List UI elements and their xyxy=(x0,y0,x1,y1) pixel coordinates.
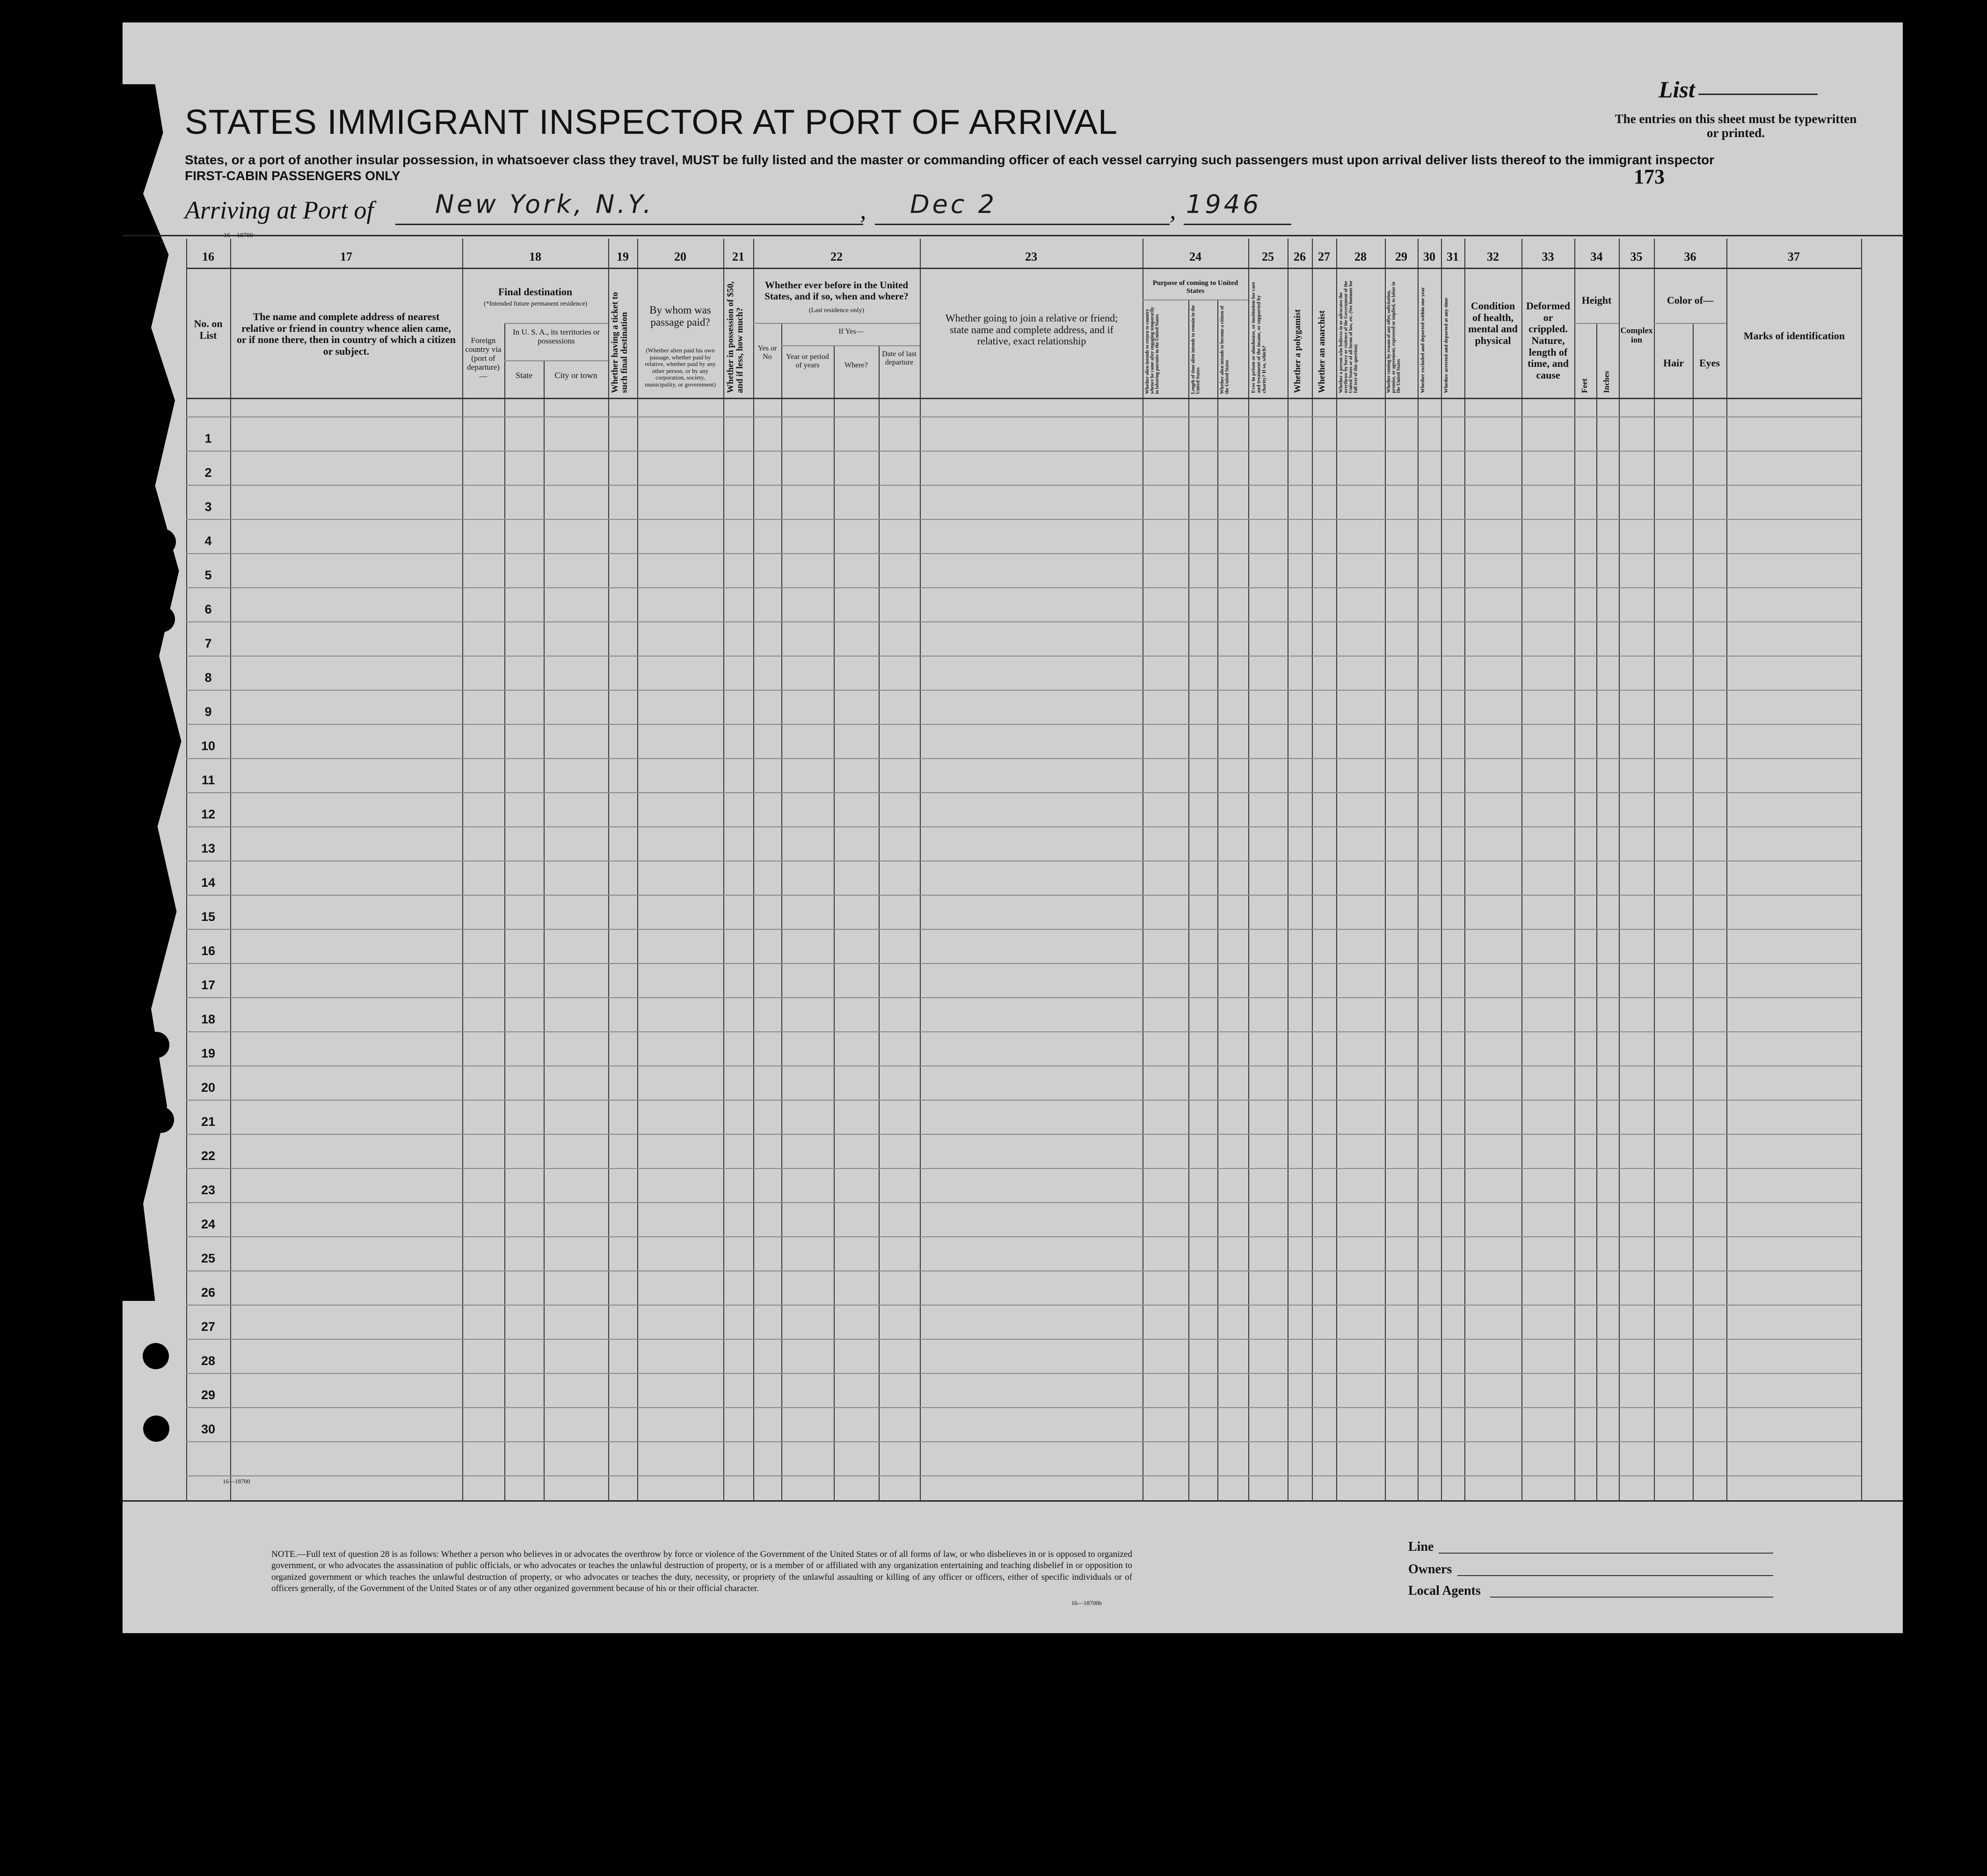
arriving-label: Arriving at Port of xyxy=(185,196,374,224)
hdr-marks: Marks of identification xyxy=(1743,330,1845,342)
col-num-21: 21 xyxy=(732,250,744,263)
col-num-24: 24 xyxy=(1189,250,1201,263)
hdr-ticket: Whether having a ticket to such final destination xyxy=(610,292,629,393)
row-number: 27 xyxy=(201,1320,216,1334)
punch-hole xyxy=(143,1032,169,1058)
row-rule xyxy=(186,1202,1861,1203)
row-rule xyxy=(186,416,1861,417)
hdr-prison: Ever in prison or almshouse, or institution for care and treatment of the insane, or supported by charity? If so, which? xyxy=(1251,282,1267,393)
col-rule xyxy=(504,323,505,1501)
col-rule xyxy=(781,323,782,1501)
row-number: 4 xyxy=(204,534,212,548)
hdr-condition-health: Condition of health, mental and physical xyxy=(1468,300,1518,346)
hdr-fifty-dollars: Whether in possession of $50, and if less, how much? xyxy=(726,281,745,393)
col-num-23: 23 xyxy=(1025,250,1037,263)
col-num-32: 32 xyxy=(1487,250,1499,263)
col-rule xyxy=(230,239,231,1501)
row-rule xyxy=(186,792,1861,793)
col-num-33: 33 xyxy=(1542,250,1554,263)
entries-note: The entries on this sheet must be typewritten or printed. xyxy=(1615,112,1857,140)
row-number: 7 xyxy=(204,636,212,650)
row-rule xyxy=(186,1168,1861,1169)
header-rule xyxy=(186,398,1861,399)
col-num-27: 27 xyxy=(1318,250,1330,263)
row-number: 8 xyxy=(204,671,212,685)
row-number: 6 xyxy=(204,602,212,616)
list-line xyxy=(1698,94,1818,95)
form-code: 16—18700b xyxy=(1071,1599,1102,1606)
hdr-purpose-c: Whether alien intends to become a citizen of the United States xyxy=(1220,306,1230,394)
col-rule xyxy=(1217,299,1218,1501)
row-rule xyxy=(186,451,1861,452)
row-number: 11 xyxy=(201,773,215,787)
row-number: 29 xyxy=(201,1388,216,1402)
row-rule xyxy=(186,826,1861,827)
row-number: 2 xyxy=(204,466,212,480)
row-number: 20 xyxy=(201,1080,216,1095)
col-num-20: 20 xyxy=(674,250,686,263)
hdr-no-on-list: No. on List xyxy=(194,318,223,341)
row-rule xyxy=(186,553,1861,554)
row-number: 13 xyxy=(201,841,216,855)
comma: , xyxy=(1170,196,1176,224)
row-number: 24 xyxy=(201,1217,216,1231)
comma: , xyxy=(860,196,866,224)
row-rule xyxy=(186,895,1861,896)
hdr-polygamist: Whether a polygamist xyxy=(1293,309,1303,393)
punch-hole xyxy=(143,1343,169,1369)
hdr-date-last-departure: Date of last departure xyxy=(882,350,917,366)
col-num-18: 18 xyxy=(529,250,541,263)
sub-rule xyxy=(504,323,608,324)
row-number: 14 xyxy=(201,876,216,890)
local-agents-line xyxy=(1490,1597,1773,1598)
punch-hole xyxy=(149,606,175,632)
row-number: 18 xyxy=(201,1012,216,1026)
col-rule xyxy=(1861,239,1862,1501)
sub-rule xyxy=(1143,299,1248,300)
table-top-rule xyxy=(123,235,1903,236)
col-rule xyxy=(186,239,187,1501)
col-num-34: 34 xyxy=(1590,250,1603,263)
hdr-arrested: Whether arrested and deported at any time xyxy=(1443,298,1449,393)
port-line xyxy=(395,224,863,225)
row-rule xyxy=(186,656,1861,657)
col-num-25: 25 xyxy=(1262,250,1274,263)
col-rule xyxy=(1654,239,1655,1501)
row-rule xyxy=(186,929,1861,930)
row-rule xyxy=(186,1100,1861,1101)
class-line: FIRST-CABIN PASSENGERS ONLY xyxy=(185,168,400,183)
col-rule xyxy=(1188,299,1189,1501)
row-rule xyxy=(186,758,1861,759)
instruction-line: States, or a port of another insular possession, in whatsoever class they travel, MUST be fully listed and the master or commanding officer of each vessel carrying such passengers must upon arrival deliver lists thereof to the immigrant inspector xyxy=(185,153,1715,167)
row-rule xyxy=(186,997,1861,998)
col-num-35: 35 xyxy=(1630,250,1643,263)
hdr-question-28: Whether a person who believes in or advocates the overthrow by force or violence of the Government of the United States or of all forms of law, etc. (See footnote for full text of this question) xyxy=(1339,280,1359,393)
row-rule xyxy=(186,1236,1861,1237)
punch-hole xyxy=(148,1107,174,1133)
hdr-city: City or town xyxy=(554,371,597,380)
col-rule xyxy=(1418,239,1419,1501)
row-number: 17 xyxy=(201,978,216,992)
port-value: New York, N.Y. xyxy=(435,190,654,219)
col-rule xyxy=(637,239,638,1501)
row-number: 26 xyxy=(201,1285,216,1299)
row-rule xyxy=(186,621,1861,622)
hdr-ever-before: Whether ever before in the United States, and if so, when and where? xyxy=(764,279,909,302)
hdr-purpose-a: Whether alien intends to return to country whence he came after engaging temporarily in laboring pursuits in the United States xyxy=(1145,307,1160,394)
row-number: 9 xyxy=(204,705,212,719)
col-rule xyxy=(1312,239,1313,1501)
date-line xyxy=(875,224,1170,225)
row-number: 5 xyxy=(204,568,212,582)
punch-hole xyxy=(150,529,176,555)
col-num-29: 29 xyxy=(1395,250,1407,263)
date-value: Dec 2 xyxy=(910,190,997,219)
row-number: 30 xyxy=(201,1422,216,1436)
table-bottom-rule xyxy=(123,1500,1903,1502)
hdr-nearest-relative: The name and complete address of nearest relative or friend in country whence alien came, or if none there, then in country of which a citizen or subject. xyxy=(237,311,456,357)
hdr-final-destination-sub: (*Intended future permanent residence) xyxy=(483,300,588,307)
row-rule xyxy=(186,1270,1861,1271)
row-number: 21 xyxy=(201,1115,216,1129)
form-code: 16—18700 xyxy=(223,1478,250,1485)
col-rule xyxy=(1336,239,1337,1501)
hdr-passage-paid: By whom was passage paid? xyxy=(649,304,711,328)
form-code: 16—18700 xyxy=(224,232,253,239)
col-rule xyxy=(1619,239,1620,1501)
row-number: 22 xyxy=(201,1149,216,1163)
hdr-complexion: Complexion xyxy=(1620,326,1653,345)
row-number: 28 xyxy=(201,1354,216,1368)
row-number: 12 xyxy=(201,807,216,821)
col-rule xyxy=(1693,323,1694,1501)
col-rule xyxy=(544,360,545,1501)
hdr-eyes: Eyes xyxy=(1699,357,1720,369)
col-num-28: 28 xyxy=(1354,250,1367,263)
col-num-17: 17 xyxy=(340,250,352,263)
col-rule xyxy=(1464,239,1465,1501)
hdr-deformed: Deformed or crippled. Nature, length of time, and cause xyxy=(1526,300,1571,381)
hdr-last-residence: (Last residence only) xyxy=(808,307,865,314)
row-rule xyxy=(186,1031,1861,1032)
hdr-foreign-country: Foreign country via (port of departure)— xyxy=(465,336,502,381)
col-rule xyxy=(723,239,724,1501)
sub-rule xyxy=(781,345,920,346)
hdr-in-usa: In U. S. A., its territories or possessions xyxy=(512,328,600,346)
list-label: List xyxy=(1659,76,1695,102)
col-rule xyxy=(1248,239,1249,1501)
row-number: 15 xyxy=(201,910,216,924)
hdr-state: State xyxy=(516,371,532,380)
col-num-36: 36 xyxy=(1684,250,1696,263)
row-number: 25 xyxy=(201,1251,216,1265)
hdr-passage-paid-sub: (Whether alien paid his own passage, whether paid by relative, whether paid by any other person, or by any corporation, society, municipality, or government) xyxy=(645,347,716,388)
col-rule xyxy=(462,239,463,1501)
col-num-37: 37 xyxy=(1788,250,1800,263)
hdr-where: Where? xyxy=(844,361,868,369)
col-num-26: 26 xyxy=(1294,250,1306,263)
col-num-22: 22 xyxy=(830,250,843,263)
hdr-final-destination: Final destination xyxy=(498,286,573,298)
footnote: NOTE.—Full text of question 28 is as follows: Whether a person who believes in or advocates the overthrow by force or violence of the Government of the United States or of all forms of law, or who disbelieves in or is opposed to organized government, or who advocates the assassination of public officials, or who advocates or teaches the unlawful destruction of property, or is a member of or affiliated with any organization entertaining and teaching disbelief in or opposition to organized government or which teaches the unlawful destruction of property, or who advocates or teaches the duty, necessity, or propriety of the unlawful assaulting or killing of any officer or officers, either of specific individuals or of officers generally, of the Government of the United States or of any other organized government because of his or their official character. xyxy=(271,1549,1132,1593)
sub-rule xyxy=(504,360,608,361)
col-rule xyxy=(1574,239,1575,1501)
col-num-19: 19 xyxy=(617,250,629,263)
header-rule xyxy=(186,268,1861,269)
hdr-inches: Inches xyxy=(1602,371,1611,393)
form-sheet xyxy=(123,22,1903,1633)
row-rule xyxy=(186,485,1861,486)
year-value: 1946 xyxy=(1186,190,1262,219)
row-rule xyxy=(186,1407,1861,1408)
row-rule xyxy=(186,1373,1861,1374)
line-label: Line xyxy=(1408,1540,1434,1554)
row-number: 3 xyxy=(204,500,212,514)
year-line xyxy=(1184,224,1291,225)
hdr-height: Height xyxy=(1581,294,1612,306)
row-rule xyxy=(186,963,1861,964)
hdr-yes-no: Yes or No xyxy=(757,344,777,361)
owners-label: Owners xyxy=(1408,1562,1452,1577)
col-num-31: 31 xyxy=(1447,250,1459,263)
punch-hole xyxy=(143,1416,169,1442)
row-rule xyxy=(186,1305,1861,1306)
col-rule xyxy=(1385,239,1386,1501)
col-rule xyxy=(920,239,921,1501)
hdr-year-period: Year or period of years xyxy=(786,353,829,369)
hdr-labor-offer: Whether coming by reason of any offer, solicitation, promise, or agreement, expressed or implied, to labor in the United States xyxy=(1386,281,1401,393)
col-num-16: 16 xyxy=(202,250,214,263)
row-number: 16 xyxy=(201,944,216,958)
hdr-feet: Feet xyxy=(1580,378,1589,393)
col-rule xyxy=(1596,323,1597,1501)
row-number: 23 xyxy=(201,1183,216,1197)
row-rule xyxy=(186,1339,1861,1340)
hdr-purpose-b: Length of time alien intends to remain in the United States xyxy=(1191,305,1201,394)
local-agents-label: Local Agents xyxy=(1408,1584,1481,1598)
hdr-excluded: Whether excluded and deported within one year xyxy=(1420,287,1426,393)
row-rule xyxy=(186,1475,1861,1476)
sub-rule xyxy=(1574,323,1619,324)
col-rule xyxy=(1441,239,1442,1501)
row-rule xyxy=(186,690,1861,691)
line-line xyxy=(1439,1553,1773,1554)
hdr-join-relative: Whether going to join a relative or friend; state name and complete address, and if relative, exact relationship xyxy=(945,312,1118,347)
col-num-30: 30 xyxy=(1423,250,1435,263)
form-title: STATES IMMIGRANT INSPECTOR AT PORT OF ARRIVAL xyxy=(185,102,1118,141)
hdr-anarchist: Whether an anarchist xyxy=(1317,310,1327,393)
hdr-purpose: Purpose of coming to United States xyxy=(1152,279,1238,295)
hdr-if-yes: If Yes— xyxy=(838,328,864,336)
row-rule xyxy=(186,519,1861,520)
row-number: 10 xyxy=(201,739,216,753)
sub-rule xyxy=(753,323,920,324)
owners-line xyxy=(1457,1575,1773,1576)
col-rule xyxy=(1726,239,1727,1501)
row-rule xyxy=(186,1134,1861,1135)
row-number: 19 xyxy=(201,1046,216,1060)
col-rule xyxy=(1521,239,1522,1501)
col-rule xyxy=(753,239,754,1501)
sub-rule xyxy=(1654,323,1726,324)
sheet-number: 173 xyxy=(1634,165,1665,188)
col-rule xyxy=(608,239,609,1501)
row-rule xyxy=(186,724,1861,725)
hdr-hair: Hair xyxy=(1663,357,1684,369)
row-rule xyxy=(186,587,1861,588)
hdr-color-of: Color of— xyxy=(1667,294,1714,306)
row-number: 1 xyxy=(204,431,212,445)
row-rule xyxy=(186,1441,1861,1442)
